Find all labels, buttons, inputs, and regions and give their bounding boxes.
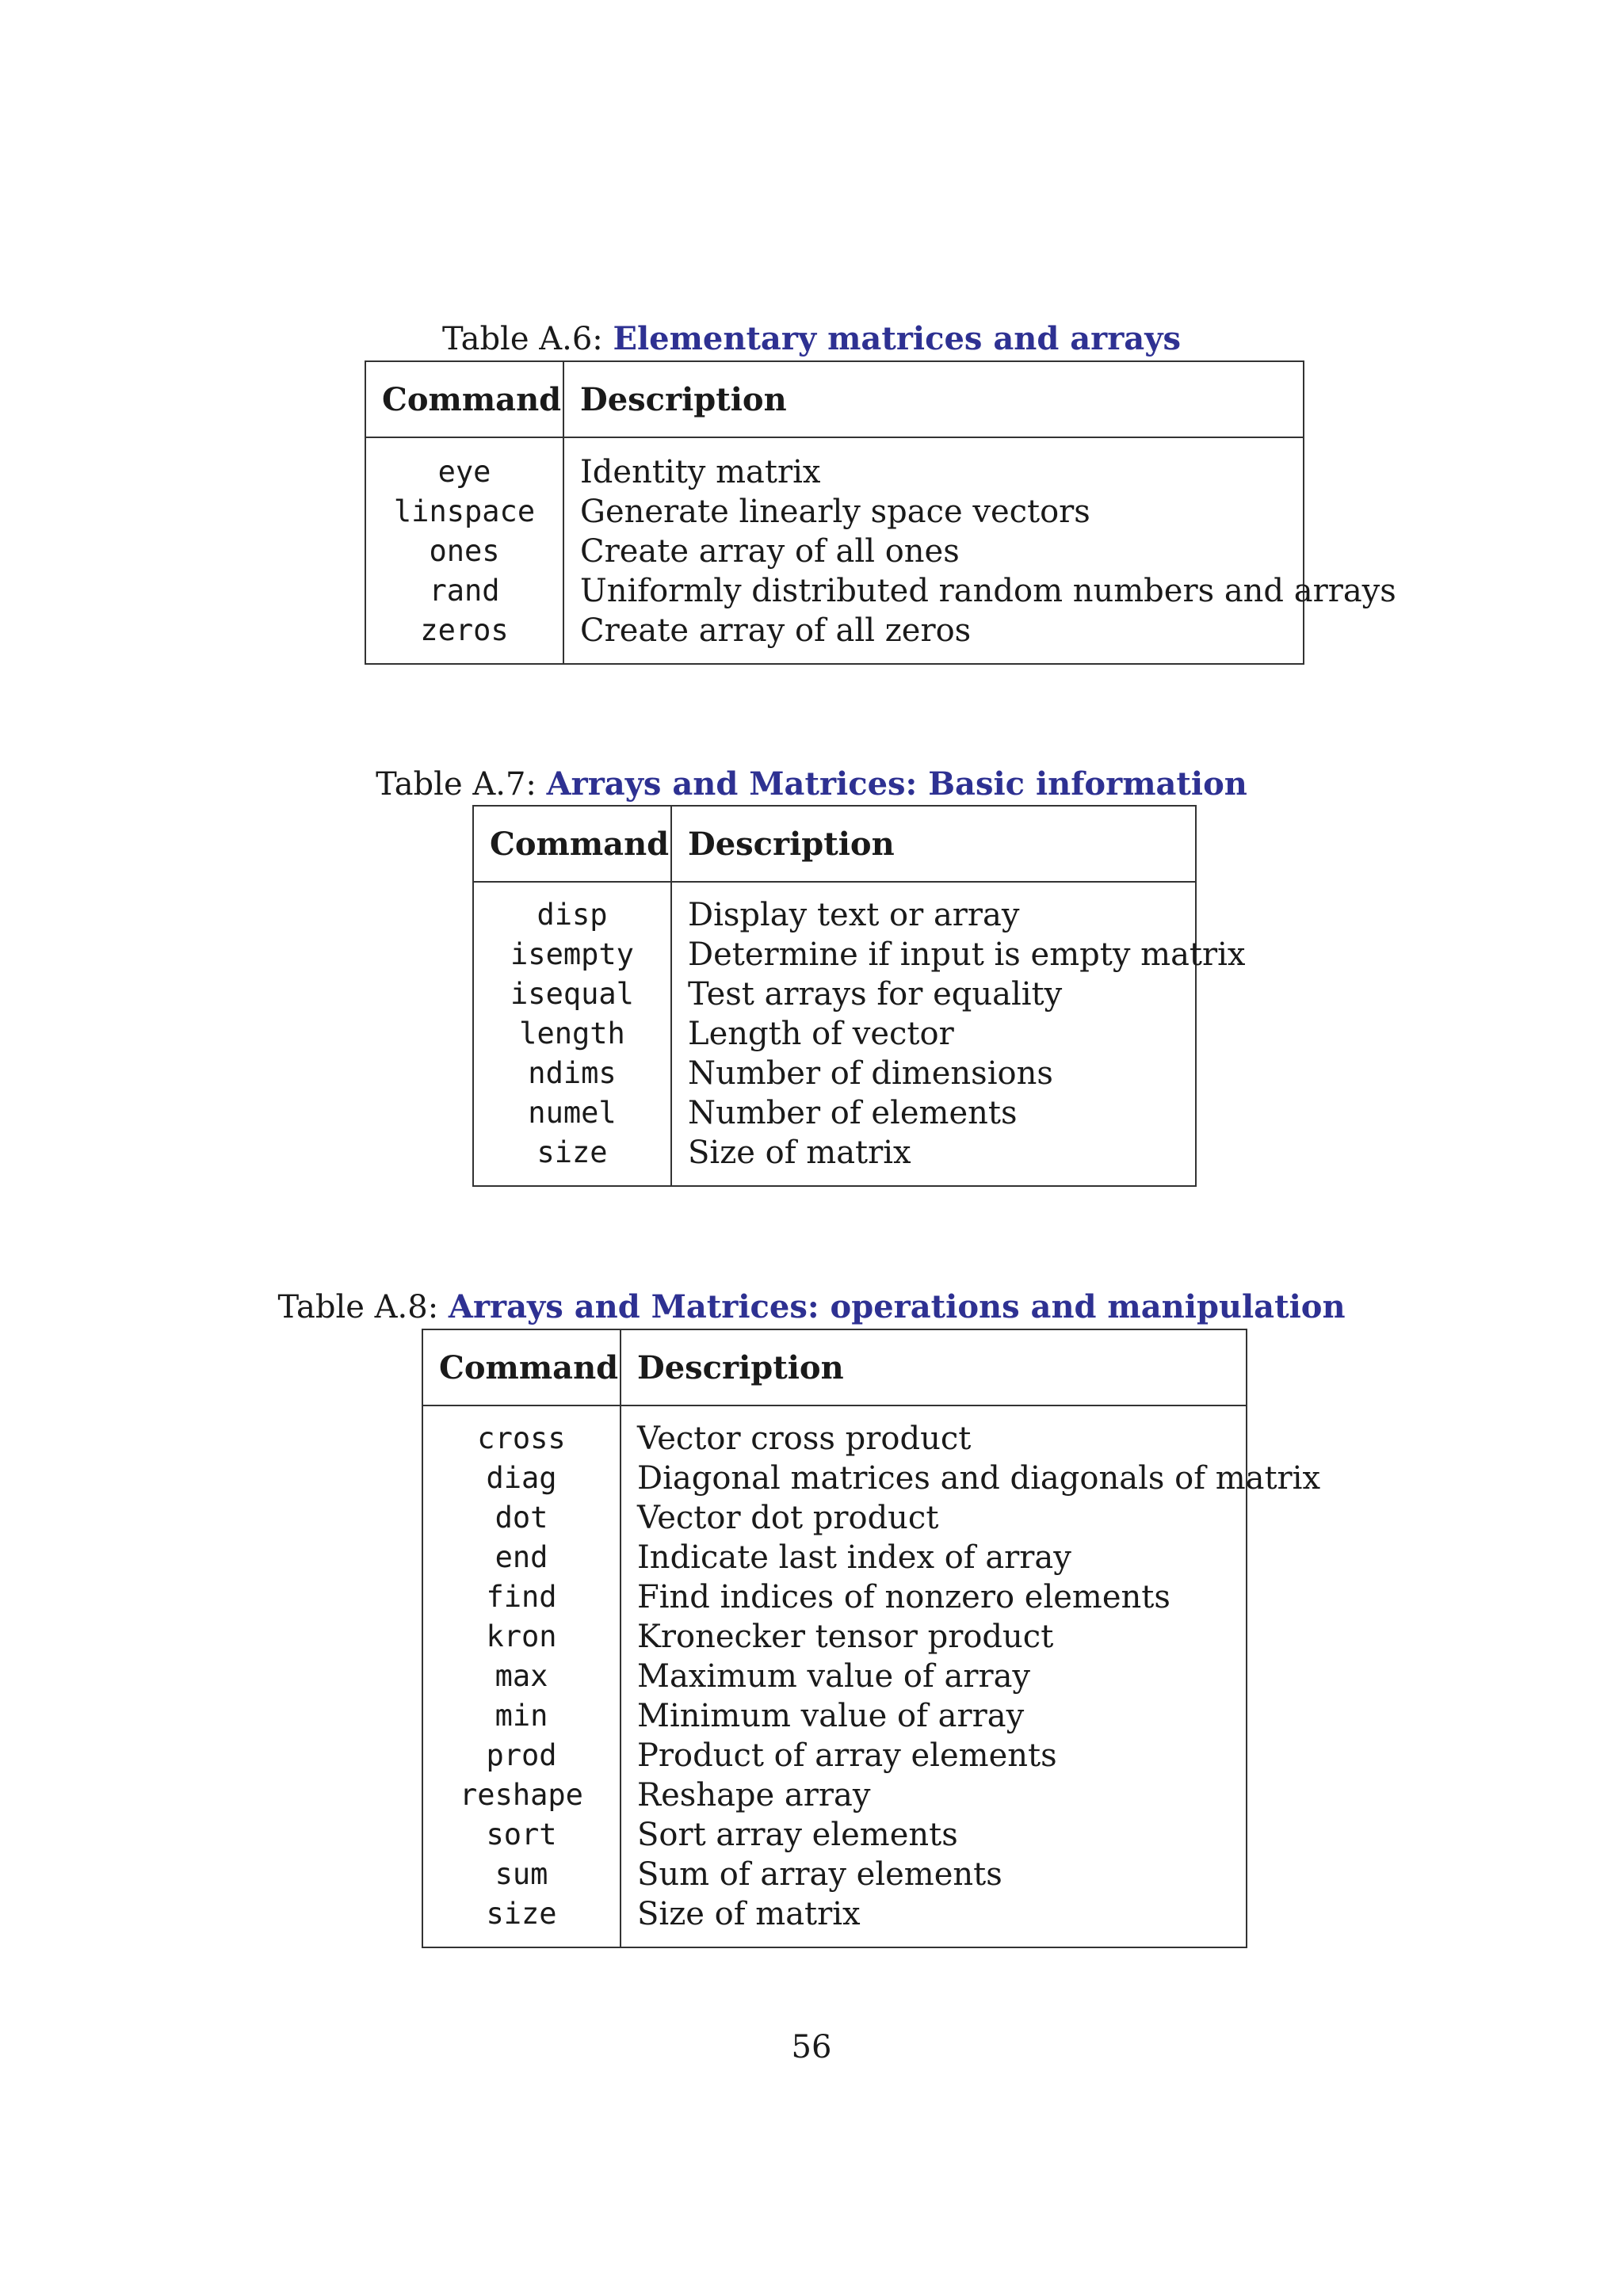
table-row — [423, 1419, 1246, 1459]
command-cell: isequal — [510, 977, 634, 1011]
table-row — [423, 1538, 1246, 1577]
description-cell: Vector dot product — [637, 1500, 939, 1536]
description-cell: Reshape array — [637, 1777, 871, 1814]
command-cell: min — [495, 1699, 548, 1733]
description-cell: Indicate last index of array — [637, 1539, 1071, 1576]
description-cell: Number of dimensions — [688, 1055, 1053, 1092]
command-cell: eye — [437, 455, 491, 489]
table-row — [474, 1014, 1195, 1054]
command-cell: size — [486, 1897, 557, 1931]
description-cell: Display text or array — [688, 897, 1020, 933]
command-cell: dot — [495, 1501, 548, 1535]
command-cell: isempty — [510, 937, 634, 971]
description-cell: Diagonal matrices and diagonals of matrix — [637, 1460, 1321, 1497]
command-cell: max — [495, 1659, 548, 1693]
description-cell: Identity matrix — [580, 454, 821, 490]
description-cell: Uniformly distributed random numbers and arrays — [580, 573, 1396, 609]
description-cell: Vector cross product — [637, 1421, 972, 1457]
header-divider — [474, 881, 1195, 883]
description-cell: Sort array elements — [637, 1817, 958, 1853]
header-description: Description — [688, 826, 895, 863]
table-row — [423, 1498, 1246, 1538]
command-cell: sort — [486, 1817, 557, 1852]
description-cell: Number of elements — [688, 1095, 1018, 1131]
page-number: 56 — [791, 2029, 832, 2065]
table-row — [366, 611, 1303, 650]
table-a6-rows — [366, 452, 1396, 650]
table-row — [474, 1133, 1195, 1173]
table-row — [474, 1054, 1195, 1093]
command-cell: numel — [528, 1096, 617, 1130]
table-row — [474, 895, 1195, 935]
table-a7 — [472, 805, 1246, 1187]
description-cell: Size of matrix — [688, 1135, 911, 1171]
table-row — [423, 1657, 1246, 1696]
command-cell: ones — [429, 534, 500, 568]
description-cell: Maximum value of array — [637, 1658, 1031, 1695]
table-row — [423, 1736, 1246, 1775]
table-row — [366, 532, 1303, 571]
header-command: Command — [382, 381, 562, 418]
table-row — [423, 1775, 1246, 1815]
description-cell: Create array of all ones — [580, 533, 960, 570]
command-cell: cross — [477, 1421, 566, 1455]
table-a7-title: Arrays and Matrices: Basic information — [546, 765, 1247, 803]
table-row — [423, 1894, 1246, 1934]
command-cell: kron — [486, 1619, 557, 1653]
command-cell: disp — [537, 898, 608, 932]
table-row — [366, 492, 1303, 532]
table-row — [423, 1617, 1246, 1657]
table-row — [474, 935, 1246, 974]
command-cell: ndims — [528, 1056, 617, 1090]
description-cell: Sum of array elements — [637, 1856, 1002, 1893]
table-row — [366, 452, 1303, 492]
table-row — [423, 1815, 1246, 1855]
description-cell: Determine if input is empty matrix — [688, 936, 1246, 973]
command-cell: size — [537, 1135, 608, 1169]
header-description: Description — [580, 381, 787, 418]
command-cell: zeros — [420, 613, 509, 647]
command-cell: prod — [486, 1738, 557, 1772]
description-cell: Kronecker tensor product — [637, 1619, 1054, 1655]
table-row — [474, 1093, 1195, 1133]
table-a8-rows — [423, 1419, 1321, 1934]
header-divider — [423, 1405, 1246, 1406]
table-row — [423, 1855, 1246, 1894]
command-cell: diag — [486, 1461, 557, 1495]
table-a8-caption — [277, 1288, 1345, 1326]
command-cell: find — [486, 1580, 557, 1614]
table-a7-caption — [376, 765, 1247, 803]
description-cell: Product of array elements — [637, 1737, 1057, 1774]
table-a7-label: Table A.7: — [376, 766, 537, 803]
table-row — [423, 1696, 1246, 1736]
table-a6-label: Table A.6: — [442, 321, 603, 357]
description-cell: Size of matrix — [637, 1896, 861, 1932]
header-description: Description — [637, 1349, 844, 1386]
table-a7-rows — [474, 895, 1246, 1173]
header-command: Command — [439, 1349, 619, 1386]
header-divider — [366, 437, 1303, 438]
table-row — [474, 974, 1195, 1014]
description-cell: Test arrays for equality — [688, 976, 1063, 1013]
description-cell: Generate linearly space vectors — [580, 494, 1090, 530]
description-cell: Find indices of nonzero elements — [637, 1579, 1170, 1615]
command-cell: rand — [429, 574, 500, 608]
table-row — [423, 1459, 1321, 1498]
table-a8-title: Arrays and Matrices: operations and manipulation — [448, 1288, 1346, 1325]
table-a6-caption — [442, 320, 1181, 358]
table-a6-title: Elementary matrices and arrays — [613, 320, 1181, 357]
header-command: Command — [490, 826, 670, 863]
command-cell: linspace — [393, 494, 536, 528]
command-cell: reshape — [460, 1778, 583, 1812]
command-cell: length — [519, 1016, 625, 1051]
description-cell: Length of vector — [688, 1016, 954, 1052]
table-a6 — [365, 360, 1396, 665]
description-cell: Create array of all zeros — [580, 612, 972, 649]
table-row — [423, 1577, 1246, 1617]
command-cell: sum — [495, 1857, 548, 1891]
command-cell: end — [495, 1540, 548, 1574]
table-row — [366, 571, 1396, 611]
table-a8 — [422, 1329, 1321, 1948]
table-a8-label: Table A.8: — [277, 1289, 439, 1325]
description-cell: Minimum value of array — [637, 1698, 1025, 1734]
